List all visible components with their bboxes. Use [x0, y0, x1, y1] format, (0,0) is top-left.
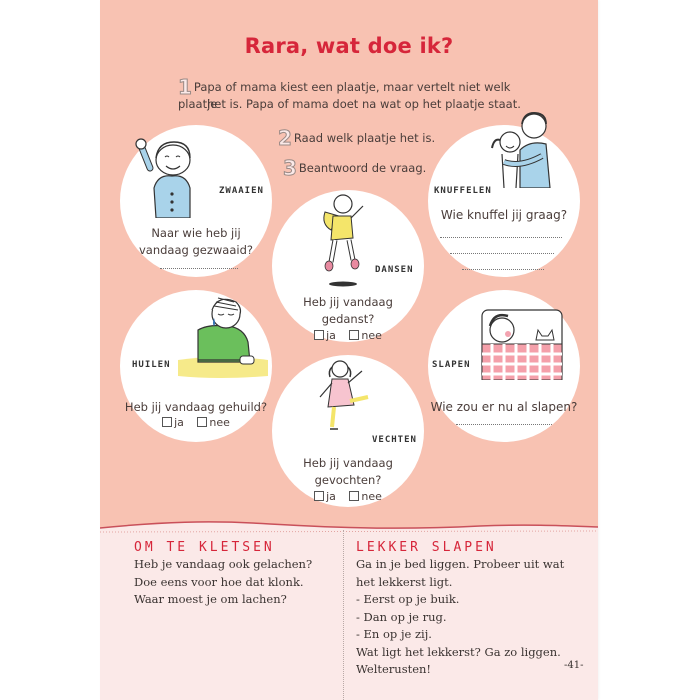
option-nee: nee	[209, 416, 230, 429]
step-1-text-line2: het is. Papa of mama doet na wat op het plaatje staat.	[207, 97, 521, 111]
option-ja: ja	[326, 490, 336, 503]
label-dansen: DANSEN	[375, 265, 414, 275]
question-dansen-line2: gedanst?	[321, 312, 375, 326]
step-1-text-line1: Papa of mama kiest een plaatje, maar vertelt niet welk plaatje	[178, 80, 511, 111]
step-1-line2	[207, 96, 527, 113]
page-number: -41-	[564, 660, 584, 671]
question-vechten-line2: gevochten?	[314, 473, 382, 487]
answer-line-zwaaien[interactable]	[160, 268, 238, 269]
label-knuffelen: KNUFFELEN	[434, 186, 492, 196]
om-te-kletsen-title: OM TE KLETSEN	[134, 540, 275, 555]
checkbox-icon[interactable]	[314, 330, 324, 340]
slapen-line: - Dan op je rug.	[356, 609, 447, 624]
slapen-line: Wat ligt het lekkerst? Ga zo liggen.	[356, 644, 561, 659]
workbook-page	[100, 0, 598, 700]
checkbox-huilen-nee[interactable]	[197, 416, 230, 429]
slapen-line: Ga in je bed liggen. Probeer uit wat	[356, 557, 565, 571]
label-zwaaien: ZWAAIEN	[219, 186, 264, 196]
answer-dansen	[272, 329, 424, 342]
question-vechten-line1: Heb jij vandaag	[303, 456, 393, 470]
checkbox-vechten-ja[interactable]	[314, 490, 336, 503]
lekker-slapen-text	[356, 556, 591, 679]
crying-boy-illustration	[178, 290, 268, 380]
kletsen-line: Waar moest je om lachen?	[134, 592, 287, 606]
question-zwaaien	[120, 225, 272, 259]
step-2-text: Raad welk plaatje het is.	[293, 131, 436, 145]
option-nee: nee	[361, 329, 382, 342]
slapen-line: - En op je zij.	[356, 627, 432, 641]
step-3-text: Beantwoord de vraag.	[298, 161, 427, 175]
checkbox-dansen-nee[interactable]	[349, 329, 382, 342]
question-vechten	[272, 455, 424, 489]
question-slapen: Wie zou er nu al slapen?	[430, 400, 578, 414]
column-divider	[343, 530, 344, 700]
answer-vechten	[272, 490, 424, 503]
question-knuffelen: Wie knuffel jij graag?	[440, 208, 568, 222]
label-slapen: SLAPEN	[432, 360, 471, 370]
question-huilen: Heb jij vandaag gehuild?	[124, 400, 268, 414]
option-nee: nee	[361, 490, 382, 503]
number-2-icon: 2	[278, 126, 292, 150]
kletsen-line: Heb je vandaag ook gelachen?	[134, 557, 313, 571]
question-zwaaien-line1: Naar wie heb jij	[151, 226, 241, 240]
answer-line-knuffelen-3[interactable]	[462, 269, 544, 270]
checkbox-huilen-ja[interactable]	[162, 416, 184, 429]
checkbox-dansen-ja[interactable]	[314, 329, 336, 342]
slapen-line: Welterusten!	[356, 662, 432, 676]
hugging-parent-illustration	[480, 108, 560, 188]
question-dansen-line1: Heb jij vandaag	[303, 295, 393, 309]
kletsen-line: Doe eens voor hoe dat klonk.	[134, 574, 304, 589]
question-zwaaien-line2: vandaag gezwaaid?	[138, 243, 253, 257]
kicking-girl-illustration	[310, 357, 390, 437]
option-ja: ja	[326, 329, 336, 342]
number-1-icon: 1	[178, 75, 192, 99]
label-vechten: VECHTEN	[372, 435, 417, 445]
sleeping-child-illustration	[478, 300, 568, 380]
checkbox-icon[interactable]	[314, 491, 324, 501]
dancing-child-illustration	[305, 190, 385, 290]
checkbox-vechten-nee[interactable]	[349, 490, 382, 503]
slapen-line: - Eerst op je buik.	[356, 592, 460, 606]
page-title: Rara, wat doe ik?	[244, 34, 454, 58]
number-3-icon: 3	[283, 156, 297, 180]
label-huilen: HUILEN	[132, 360, 171, 370]
answer-huilen	[120, 416, 272, 429]
om-te-kletsen-text	[134, 556, 339, 609]
slapen-line: het lekkerst ligt.	[356, 574, 453, 589]
answer-line-slapen[interactable]	[456, 424, 552, 425]
wave-divider	[100, 518, 598, 538]
checkbox-icon[interactable]	[349, 330, 359, 340]
waving-girl-illustration	[128, 128, 218, 218]
step-2	[278, 126, 436, 150]
checkbox-icon[interactable]	[197, 417, 207, 427]
step-3	[283, 156, 427, 180]
lekker-slapen-title: LEKKER SLAPEN	[356, 540, 497, 555]
option-ja: ja	[174, 416, 184, 429]
answer-line-knuffelen-2[interactable]	[450, 253, 554, 254]
answer-line-knuffelen-1[interactable]	[440, 237, 562, 238]
checkbox-icon[interactable]	[162, 417, 172, 427]
checkbox-icon[interactable]	[349, 491, 359, 501]
question-dansen	[272, 294, 424, 328]
